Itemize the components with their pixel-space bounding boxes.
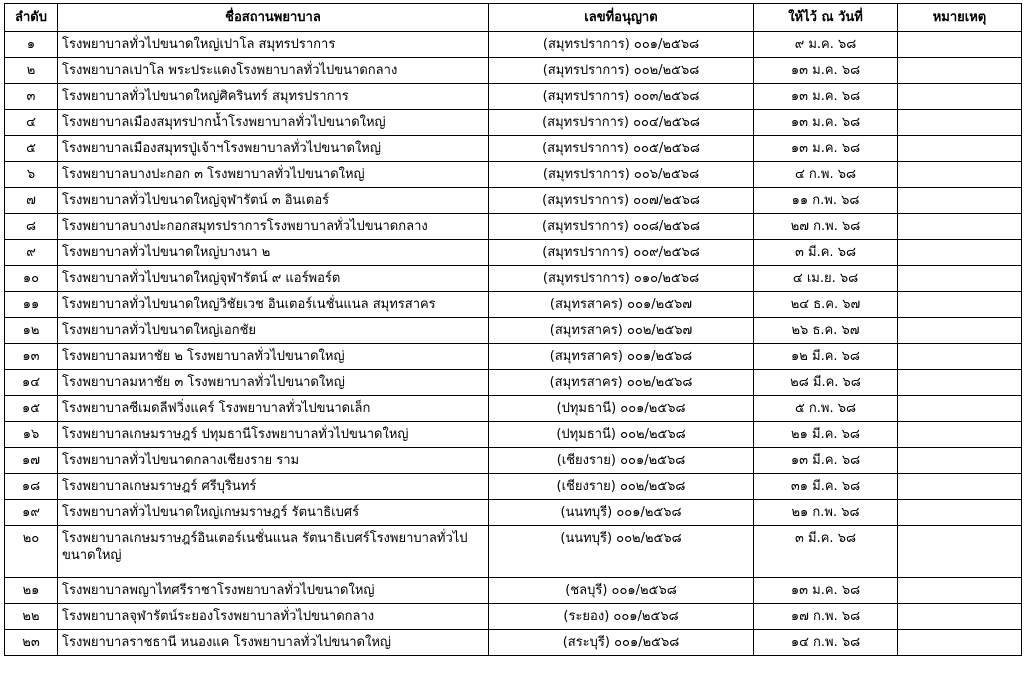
hospital-name-cell: โรงพยาบาลซีเมดลีฟวิ่งแคร์ โรงพยาบาลทั่วไปขนาดเล็ก <box>58 396 489 422</box>
remark-cell <box>898 240 1022 266</box>
table-row <box>5 240 1022 266</box>
row-number-cell: ๙ <box>5 240 58 266</box>
remark-cell <box>898 526 1022 578</box>
row-number-cell: ๑๑ <box>5 292 58 318</box>
license-number-cell: (สมุทรปราการ) ๐๐๘/๒๕๖๘ <box>489 214 754 240</box>
hospital-name-cell: โรงพยาบาลบางปะกอก ๓ โรงพยาบาลทั่วไปขนาดใหญ่ <box>58 162 489 188</box>
license-number-cell: (สมุทรสาคร) ๐๐๑/๒๕๖๘ <box>489 344 754 370</box>
remark-cell <box>898 32 1022 58</box>
remark-cell <box>898 500 1022 526</box>
issued-date-cell: ๑๒ มี.ค. ๖๘ <box>754 344 898 370</box>
issued-date-cell: ๓๑ มี.ค. ๖๘ <box>754 474 898 500</box>
hospital-name-cell: โรงพยาบาลทั่วไปขนาดใหญ่จุฬารัตน์ ๓ อินเตอร์ <box>58 188 489 214</box>
hospital-name-cell: โรงพยาบาลมหาชัย ๓ โรงพยาบาลทั่วไปขนาดใหญ่ <box>58 370 489 396</box>
issued-date-cell: ๑๓ ม.ค. ๖๘ <box>754 136 898 162</box>
license-number-cell: (ชลบุรี) ๐๐๑/๒๕๖๘ <box>489 578 754 604</box>
row-number-cell: ๗ <box>5 188 58 214</box>
hospital-name-cell: โรงพยาบาลเมืองสมุทรปากน้ำโรงพยาบาลทั่วไปขนาดใหญ่ <box>58 110 489 136</box>
remark-cell <box>898 474 1022 500</box>
table-row <box>5 32 1022 58</box>
header-no: ลำดับ <box>5 4 58 32</box>
issued-date-cell: ๑๓ มี.ค. ๖๘ <box>754 448 898 474</box>
license-number-cell: (สมุทรปราการ) ๐๐๗/๒๕๖๘ <box>489 188 754 214</box>
table-row <box>5 162 1022 188</box>
header-hospital-name: ชื่อสถานพยาบาล <box>58 4 489 32</box>
issued-date-cell: ๑๓ ม.ค. ๖๘ <box>754 110 898 136</box>
row-number-cell: ๑๖ <box>5 422 58 448</box>
row-number-cell: ๖ <box>5 162 58 188</box>
remark-cell <box>898 162 1022 188</box>
issued-date-cell: ๒๗ ก.พ. ๖๘ <box>754 214 898 240</box>
license-number-cell: (สมุทรปราการ) ๐๐๒/๒๕๖๘ <box>489 58 754 84</box>
hospital-name-cell: โรงพยาบาลพญาไทศรีราชาโรงพยาบาลทั่วไปขนาดใหญ่ <box>58 578 489 604</box>
issued-date-cell: ๕ ก.พ. ๖๘ <box>754 396 898 422</box>
issued-date-cell: ๒๘ มี.ค. ๖๘ <box>754 370 898 396</box>
row-number-cell: ๑๔ <box>5 370 58 396</box>
remark-cell <box>898 136 1022 162</box>
row-number-cell: ๔ <box>5 110 58 136</box>
license-number-cell: (สมุทรสาคร) ๐๐๒/๒๕๖๗ <box>489 318 754 344</box>
hospital-name-cell: โรงพยาบาลเปาโล พระประแดงโรงพยาบาลทั่วไปขนาดกลาง <box>58 58 489 84</box>
hospital-name-cell: โรงพยาบาลบางปะกอกสมุทรปราการโรงพยาบาลทั่วไปขนาดกลาง <box>58 214 489 240</box>
hospital-name-cell: โรงพยาบาลทั่วไปขนาดใหญ่เกษมราษฎร์ รัตนาธิเบศร์ <box>58 500 489 526</box>
table-row <box>5 266 1022 292</box>
table-row <box>5 318 1022 344</box>
table-row <box>5 136 1022 162</box>
table-row <box>5 58 1022 84</box>
remark-cell <box>898 422 1022 448</box>
table-row <box>5 344 1022 370</box>
remark-cell <box>898 318 1022 344</box>
license-number-cell: (ปทุมธานี) ๐๐๒/๒๕๖๘ <box>489 422 754 448</box>
table-row <box>5 526 1022 578</box>
remark-cell <box>898 58 1022 84</box>
hospital-name-cell: โรงพยาบาลทั่วไปขนาดใหญ่ศิครินทร์ สมุทรปราการ <box>58 84 489 110</box>
license-number-cell: (สมุทรปราการ) ๐๐๓/๒๕๖๘ <box>489 84 754 110</box>
license-number-cell: (สระบุรี) ๐๐๑/๒๕๖๘ <box>489 630 754 656</box>
issued-date-cell: ๔ ก.พ. ๖๘ <box>754 162 898 188</box>
row-number-cell: ๑๘ <box>5 474 58 500</box>
row-number-cell: ๑๓ <box>5 344 58 370</box>
row-number-cell: ๑ <box>5 32 58 58</box>
header-issued-date: ให้ไว้ ณ วันที่ <box>754 4 898 32</box>
hospital-name-cell: โรงพยาบาลทั่วไปขนาดใหญ่บางนา ๒ <box>58 240 489 266</box>
hospital-name-cell: โรงพยาบาลเกษมราษฎร์อินเตอร์เนชั่นแนล รัตนาธิเบศร์โรงพยาบาลทั่วไปขนาดใหญ่ <box>58 526 489 578</box>
issued-date-cell: ๑๓ ม.ค. ๖๘ <box>754 578 898 604</box>
remark-cell <box>898 188 1022 214</box>
remark-cell <box>898 292 1022 318</box>
license-number-cell: (นนทบุรี) ๐๐๑/๒๕๖๘ <box>489 500 754 526</box>
table-row <box>5 214 1022 240</box>
remark-cell <box>898 630 1022 656</box>
license-number-cell: (สมุทรปราการ) ๐๐๖/๒๕๖๘ <box>489 162 754 188</box>
hospital-name-cell: โรงพยาบาลมหาชัย ๒ โรงพยาบาลทั่วไปขนาดใหญ่ <box>58 344 489 370</box>
table-row <box>5 84 1022 110</box>
license-number-cell: (เชียงราย) ๐๐๒/๒๕๖๘ <box>489 474 754 500</box>
license-number-cell: (เชียงราย) ๐๐๑/๒๕๖๘ <box>489 448 754 474</box>
row-number-cell: ๒๒ <box>5 604 58 630</box>
row-number-cell: ๑๕ <box>5 396 58 422</box>
header-license-number: เลขที่อนุญาต <box>489 4 754 32</box>
header-remark: หมายเหตุ <box>898 4 1022 32</box>
table-row <box>5 578 1022 604</box>
hospital-name-cell: โรงพยาบาลเกษมราษฎร์ ปทุมธานีโรงพยาบาลทั่วไปขนาดใหญ่ <box>58 422 489 448</box>
row-number-cell: ๑๐ <box>5 266 58 292</box>
table-row <box>5 630 1022 656</box>
issued-date-cell: ๒๖ ธ.ค. ๖๗ <box>754 318 898 344</box>
remark-cell <box>898 344 1022 370</box>
table-row <box>5 474 1022 500</box>
remark-cell <box>898 266 1022 292</box>
row-number-cell: ๑๙ <box>5 500 58 526</box>
row-number-cell: ๑๗ <box>5 448 58 474</box>
remark-cell <box>898 448 1022 474</box>
hospital-name-cell: โรงพยาบาลทั่วไปขนาดใหญ่วิชัยเวช อินเตอร์เนชั่นแนล สมุทรสาคร <box>58 292 489 318</box>
license-number-cell: (สมุทรสาคร) ๐๐๒/๒๕๖๘ <box>489 370 754 396</box>
table-row <box>5 292 1022 318</box>
remark-cell <box>898 604 1022 630</box>
license-number-cell: (นนทบุรี) ๐๐๒/๒๕๖๘ <box>489 526 754 578</box>
license-number-cell: (สมุทรสาคร) ๐๐๑/๒๕๖๗ <box>489 292 754 318</box>
issued-date-cell: ๒๑ มี.ค. ๖๘ <box>754 422 898 448</box>
row-number-cell: ๓ <box>5 84 58 110</box>
row-number-cell: ๕ <box>5 136 58 162</box>
license-number-cell: (ระยอง) ๐๐๑/๒๕๖๘ <box>489 604 754 630</box>
remark-cell <box>898 110 1022 136</box>
hospital-license-table <box>4 3 1022 656</box>
license-number-cell: (สมุทรปราการ) ๐๐๙/๒๕๖๘ <box>489 240 754 266</box>
issued-date-cell: ๑๗ ก.พ. ๖๘ <box>754 604 898 630</box>
issued-date-cell: ๑๔ ก.พ. ๖๘ <box>754 630 898 656</box>
table-row <box>5 396 1022 422</box>
table-row <box>5 604 1022 630</box>
issued-date-cell: ๑๑ ก.พ. ๖๘ <box>754 188 898 214</box>
table-row <box>5 370 1022 396</box>
issued-date-cell: ๙ ม.ค. ๖๘ <box>754 32 898 58</box>
table-row <box>5 188 1022 214</box>
row-number-cell: ๘ <box>5 214 58 240</box>
issued-date-cell: ๓ มี.ค. ๖๘ <box>754 240 898 266</box>
hospital-name-cell: โรงพยาบาลทั่วไปขนาดใหญ่เอกชัย <box>58 318 489 344</box>
issued-date-cell: ๑๓ ม.ค. ๖๘ <box>754 84 898 110</box>
hospital-name-cell: โรงพยาบาลเกษมราษฎร์ ศรีบุรินทร์ <box>58 474 489 500</box>
remark-cell <box>898 370 1022 396</box>
hospital-name-cell: โรงพยาบาลทั่วไปขนาดกลางเชียงราย ราม <box>58 448 489 474</box>
row-number-cell: ๑๒ <box>5 318 58 344</box>
license-number-cell: (สมุทรปราการ) ๐๑๐/๒๕๖๘ <box>489 266 754 292</box>
license-number-cell: (สมุทรปราการ) ๐๐๑/๒๕๖๘ <box>489 32 754 58</box>
hospital-name-cell: โรงพยาบาลทั่วไปขนาดใหญ่จุฬารัตน์ ๙ แอร์พอร์ต <box>58 266 489 292</box>
table-header-row <box>5 4 1022 32</box>
table-row <box>5 422 1022 448</box>
remark-cell <box>898 396 1022 422</box>
remark-cell <box>898 84 1022 110</box>
hospital-name-cell: โรงพยาบาลราชธานี หนองแค โรงพยาบาลทั่วไปขนาดใหญ่ <box>58 630 489 656</box>
row-number-cell: ๒๑ <box>5 578 58 604</box>
remark-cell <box>898 578 1022 604</box>
hospital-name-cell: โรงพยาบาลทั่วไปขนาดใหญ่เปาโล สมุทรปราการ <box>58 32 489 58</box>
table-body <box>5 32 1022 656</box>
license-number-cell: (ปทุมธานี) ๐๐๑/๒๕๖๘ <box>489 396 754 422</box>
issued-date-cell: ๒๑ ก.พ. ๖๘ <box>754 500 898 526</box>
hospital-name-cell: โรงพยาบาลเมืองสมุทรปู่เจ้าฯโรงพยาบาลทั่วไปขนาดใหญ่ <box>58 136 489 162</box>
remark-cell <box>898 214 1022 240</box>
row-number-cell: ๒๐ <box>5 526 58 578</box>
table-row <box>5 500 1022 526</box>
table-row <box>5 110 1022 136</box>
issued-date-cell: ๑๓ ม.ค. ๖๘ <box>754 58 898 84</box>
row-number-cell: ๒ <box>5 58 58 84</box>
table-row <box>5 448 1022 474</box>
license-number-cell: (สมุทรปราการ) ๐๐๔/๒๕๖๘ <box>489 110 754 136</box>
license-number-cell: (สมุทรปราการ) ๐๐๕/๒๕๖๘ <box>489 136 754 162</box>
hospital-name-cell: โรงพยาบาลจุฬารัตน์ระยองโรงพยาบาลทั่วไปขนาดกลาง <box>58 604 489 630</box>
issued-date-cell: ๓ มี.ค. ๖๘ <box>754 526 898 578</box>
issued-date-cell: ๔ เม.ย. ๖๘ <box>754 266 898 292</box>
issued-date-cell: ๒๔ ธ.ค. ๖๗ <box>754 292 898 318</box>
row-number-cell: ๒๓ <box>5 630 58 656</box>
